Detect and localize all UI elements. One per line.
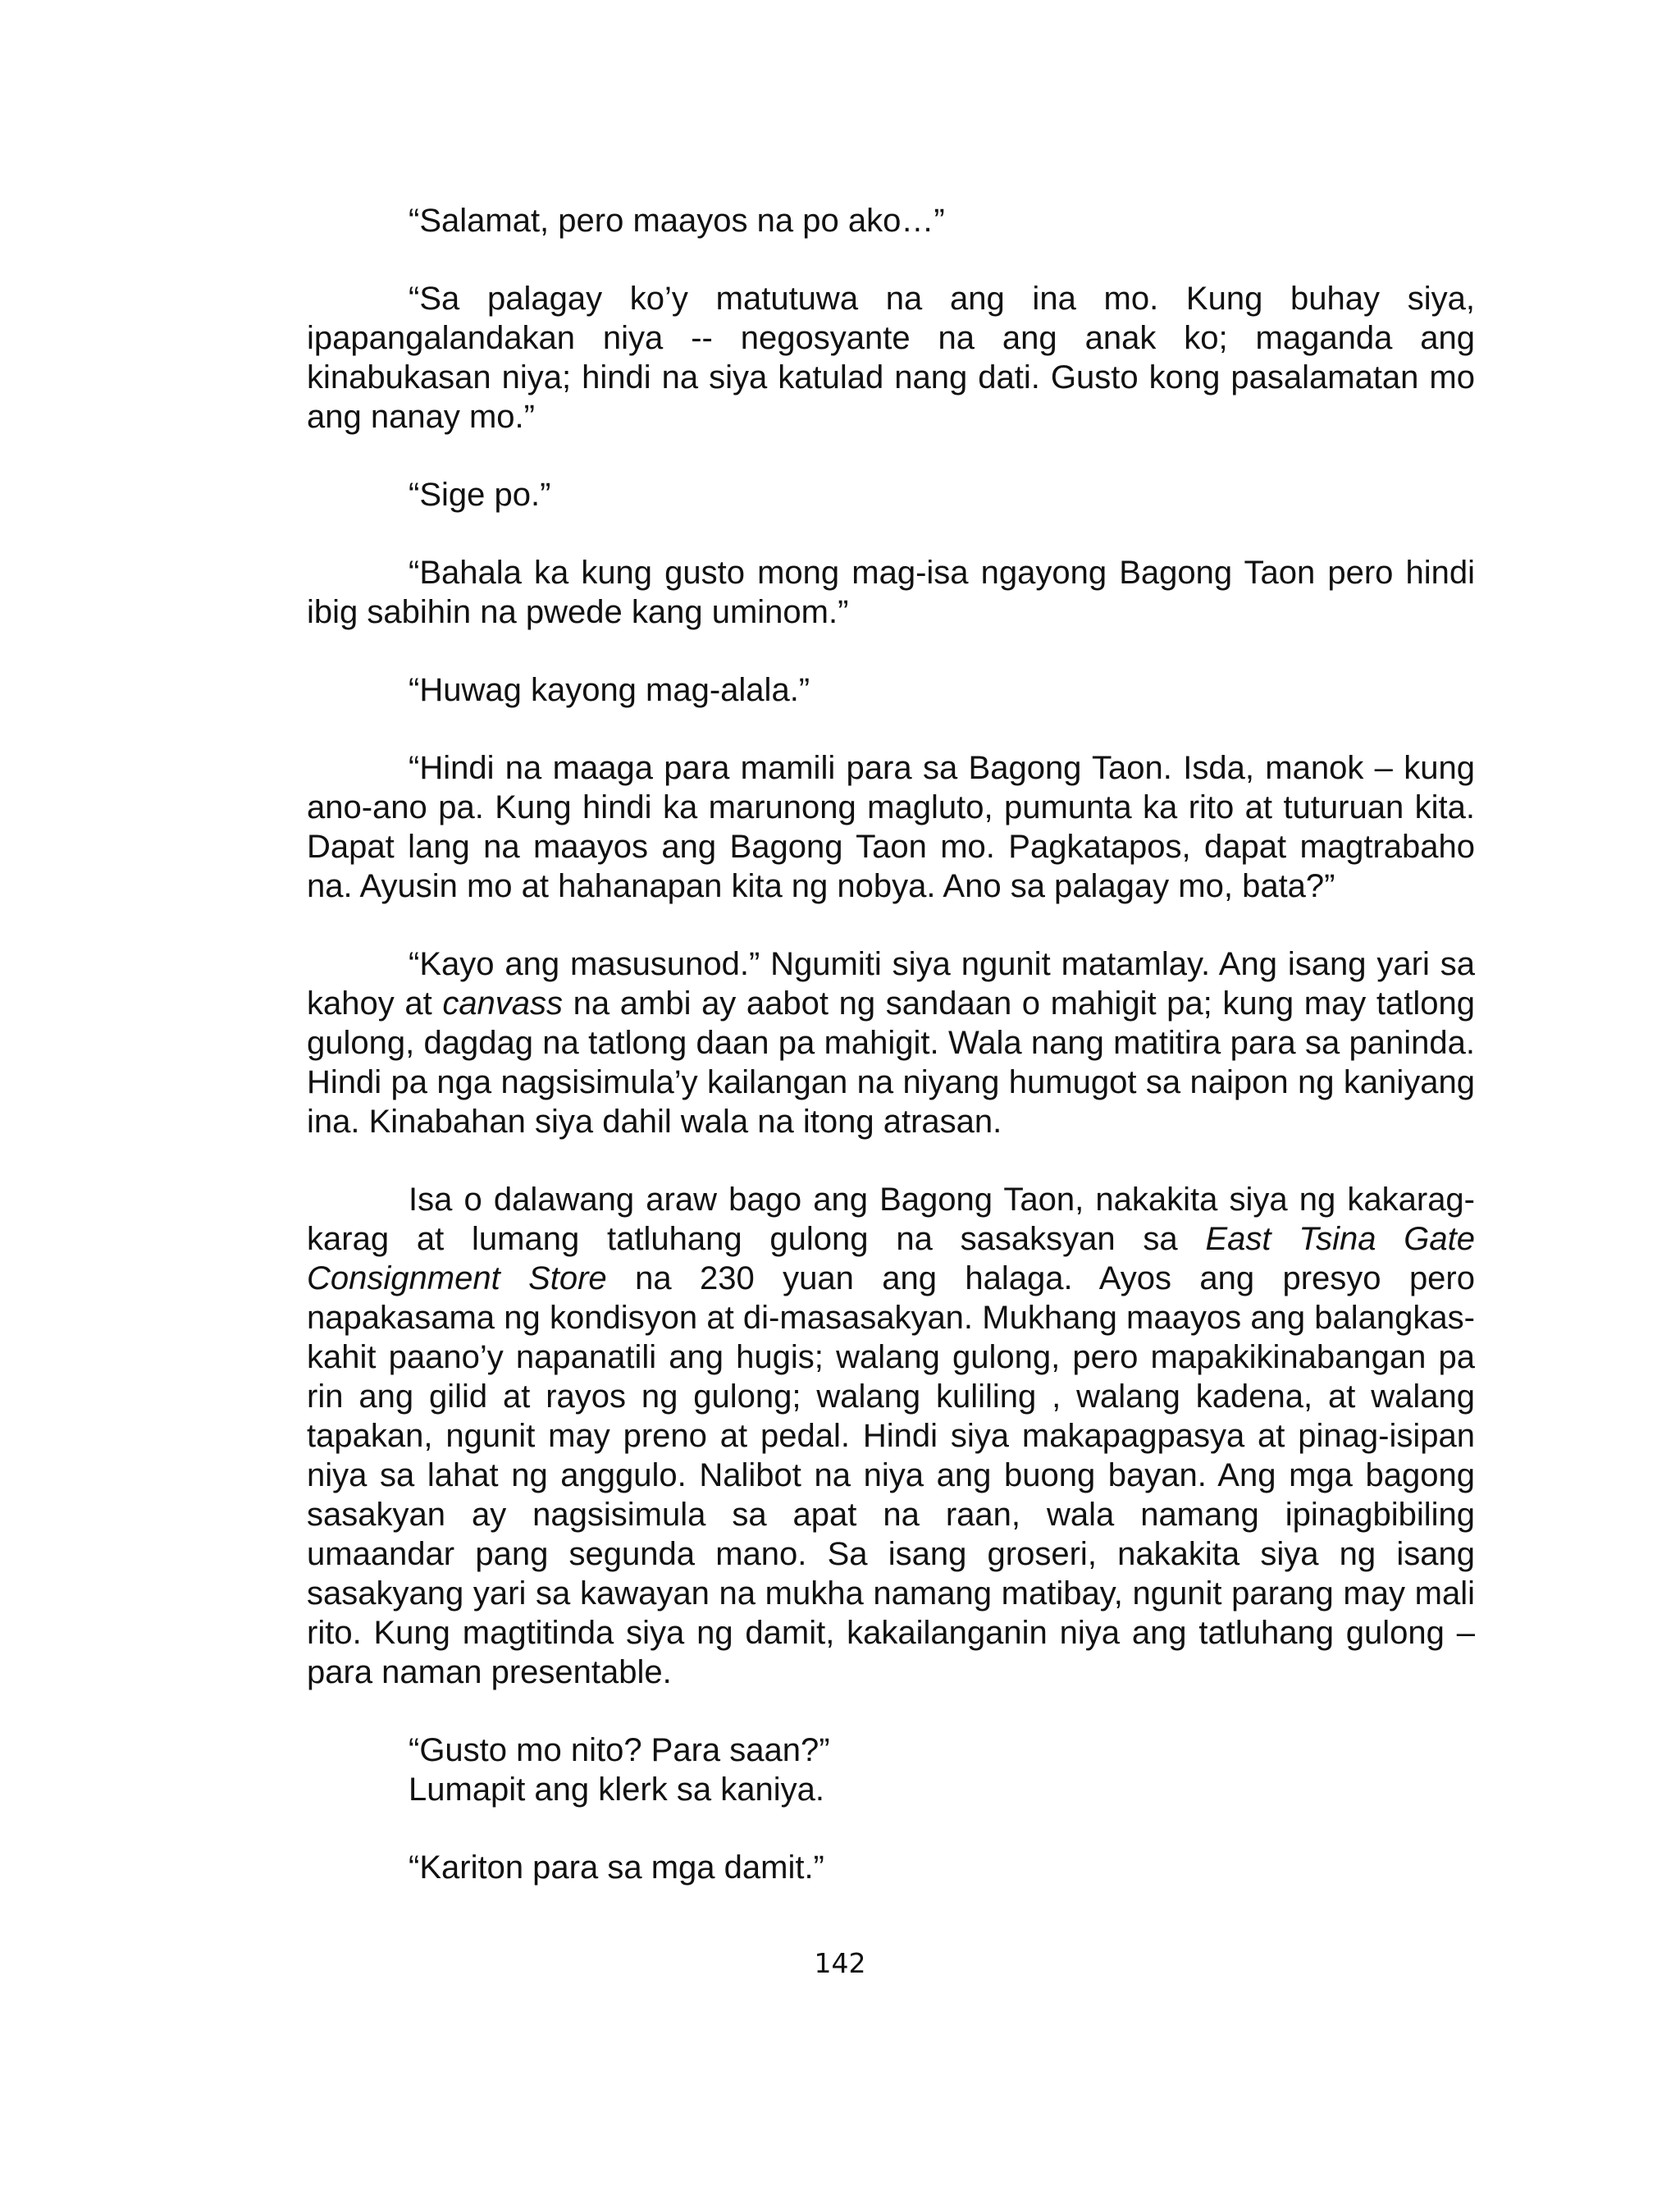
paragraph-4: “Bahala ka kung gusto mong mag-isa ngayong Bagong Taon pero hindi ibig sabihin na pwede kang uminom.” <box>307 555 1475 630</box>
paragraph-10: Lumapit ang klerk sa kaniya. <box>409 1772 824 1808</box>
paragraph-7-text-start: “Kayo ang masusunod.” Ngumiti siya ngunit matamlay. Ang isang yari sa kahoy at <box>307 946 1475 1022</box>
paragraph-6: “Hindi na maaga para mamili para sa Bagong Taon. Isda, manok – kung ano-ano pa. Kung hindi ka marunong magluto, pumunta ka rito at tuturuan kita. Dapat lang na maayos ang Bagong Taon mo. Pagkatapos, dapat magtrabaho na. Ayusin mo at hahanapan kita ng nobya. Ano sa palagay mo, bata?” <box>307 750 1475 904</box>
page-number: 142 <box>814 1947 866 1979</box>
paragraph-5: “Huwag kayong mag-alala.” <box>409 672 810 708</box>
document-body <box>307 201 1475 1887</box>
paragraph-7-italic-term: canvass <box>442 985 564 1022</box>
paragraph-1: “Salamat, pero maayos na po ako…” <box>409 203 945 239</box>
paragraph-7-text-end: na ambi ay aabot ng sandaan o mahigit pa; kung may tatlong gulong, dagdag na tatlong daan pa mahigit. Wala nang matitira para sa paninda. Hindi pa nga nagsisimula’y kailangan na niyang humugot sa naipon ng kaniyang ina. Kinabahan siya dahil wala na itong atrasan. <box>307 985 1476 1140</box>
paragraph-9: “Gusto mo nito? Para saan?” <box>409 1732 830 1768</box>
paragraph-8 <box>307 1180 1475 1692</box>
paragraph-2: “Sa palagay ko’y matutuwa na ang ina mo. Kung buhay siya, ipapangalandakan niya -- negosyante na ang anak ko; maganda ang kinabukasan niya; hindi na siya katulad nang dati. Gusto kong pasalamatan mo ang nanay mo.” <box>307 281 1475 435</box>
paragraph-8-italic-store-name: East Tsina Gate Consignment Store <box>307 1221 1475 1296</box>
paragraph-3: “Sige po.” <box>409 477 551 513</box>
paragraph-8-text-start: Isa o dalawang araw bago ang Bagong Taon, nakakita siya ng kakarag-karag at lumang tatluhang gulong na sasaksyan sa <box>307 1182 1475 1257</box>
paragraph-7 <box>307 944 1475 1141</box>
paragraph-8-text-end: na 230 yuan ang halaga. Ayos ang presyo pero napakasama ng kondisyon at di-masasakyan. Mukhang maayos ang balangkas- kahit paano’y napanatili ang hugis; walang gulong, pero mapakikinabangan pa rin ang gilid at rayos ng gulong; walang kuliling , walang kadena, at walang tapakan, ngunit may preno at pedal. Hindi siya makapagpasya at pinag-isipan niya sa lahat ng anggulo. Nalibot na niya ang buong bayan. Ang mga bagong sasakyan ay nagsisimula sa apat na raan, wala namang ipinagbibiling umaandar pang segunda mano. Sa isang groseri, nakakita siya ng isang sasakyang yari sa kawayan na mukha namang matibay, ngunit parang may mali rito. Kung magtitinda siya ng damit, kakailanganin niya ang tatluhang gulong – para naman presentable. <box>307 1260 1475 1690</box>
paragraph-11: “Kariton para sa mga damit.” <box>409 1849 824 1886</box>
